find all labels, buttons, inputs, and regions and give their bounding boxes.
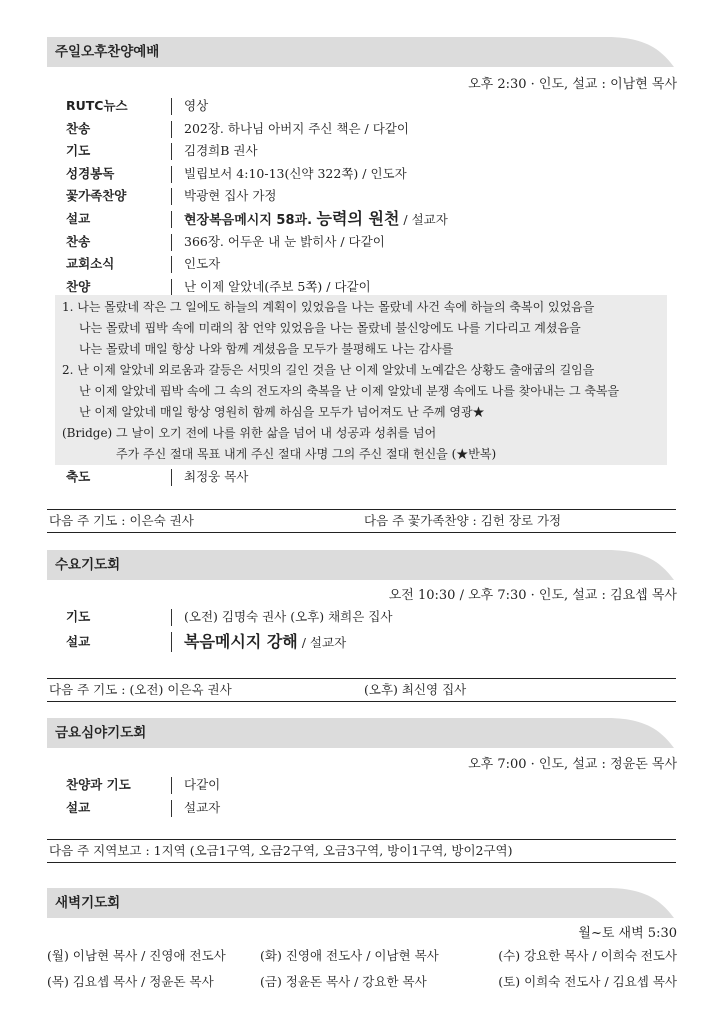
- row-value: (오전) 김명숙 권사 (오후) 채희은 집사: [184, 609, 393, 624]
- dawn-saturday: (토) 이희숙 전도사 / 김요셉 목사: [498, 974, 677, 989]
- dawn-title: 새벽기도회: [55, 895, 121, 911]
- row-value: [184, 629, 346, 656]
- next-prayer-morning: 다음 주 기도 : (오전) 이은옥 권사: [49, 682, 232, 697]
- dawn-thursday: (목) 김요셉 목사 / 정윤돈 목사: [47, 974, 214, 989]
- divider: [171, 98, 172, 115]
- row-value: 난 이제 알았네(주보 5쪽) / 다같이: [184, 278, 371, 294]
- sunday-next-week: [47, 509, 676, 533]
- row-label: 기도: [66, 143, 91, 159]
- dawn-monday: (월) 이남현 목사 / 진영애 전도사: [47, 948, 226, 963]
- divider: [171, 632, 172, 652]
- sunday-section-header: [47, 37, 674, 67]
- row-label: 설교: [66, 634, 91, 649]
- row-value: 202장. 하나님 아버지 주신 책은 / 다같이: [184, 120, 409, 136]
- divider: [171, 143, 172, 160]
- divider: [171, 800, 172, 817]
- lyrics-line: (Bridge) 그 날이 오기 전에 나를 위한 삶을 넘어 내 성공과 성취를 넘어: [62, 426, 437, 440]
- dawn-tuesday: (화) 진영애 전도사 / 이남현 목사: [260, 948, 439, 963]
- next-prayer-evening: (오후) 최신영 집사: [364, 682, 467, 697]
- dawn-section-header: [47, 888, 674, 918]
- next-region-report: 다음 주 지역보고 : 1지역 (오금1구역, 오금2구역, 오금3구역, 방이1구역, 방이2구역): [49, 843, 513, 858]
- friday-title: 금요심야기도회: [55, 725, 147, 741]
- row-label: 교회소식: [66, 256, 115, 272]
- friday-next-week: [47, 839, 676, 863]
- divider: [171, 121, 172, 138]
- lyrics-box: [55, 295, 667, 465]
- row-value: 영상: [184, 98, 209, 113]
- row-value: 다같이: [184, 777, 221, 792]
- row-value: 김경희B 권사: [184, 143, 258, 159]
- wednesday-title: 수요기도회: [55, 557, 121, 573]
- divider: [171, 234, 172, 251]
- row-label: RUTC뉴스: [66, 98, 128, 113]
- row-value: 박광현 집사 가정: [184, 188, 277, 204]
- friday-info: 오후 7:00 · 인도, 설교 : 정윤돈 목사: [468, 757, 677, 772]
- row-label: 찬송: [66, 233, 91, 249]
- dawn-friday: (금) 정윤돈 목사 / 강요한 목사: [260, 974, 427, 989]
- lyrics-line: 주가 주신 절대 목표 내게 주신 절대 사명 그의 주신 절대 헌신을 (★반복): [116, 447, 497, 461]
- row-label: 설교: [66, 210, 91, 226]
- row-label: 찬송: [66, 120, 91, 136]
- row-label: 찬양: [66, 278, 91, 294]
- sunday-info: 오후 2:30 · 인도, 설교 : 이남현 목사: [468, 77, 677, 92]
- divider: [171, 166, 172, 183]
- sunday-title: 주일오후찬양예배: [55, 44, 160, 60]
- sermon-title: 복음메시지 강해: [184, 632, 298, 651]
- divider: [171, 609, 172, 626]
- wednesday-section-header: [47, 550, 674, 580]
- next-family-praise: 다음 주 꽃가족찬양 : 김헌 장로 가정: [364, 513, 562, 528]
- next-prayer: 다음 주 기도 : 이은숙 권사: [49, 513, 194, 528]
- friday-section-header: [47, 718, 674, 748]
- wednesday-next-week: [47, 678, 676, 702]
- divider: [171, 256, 172, 273]
- row-label: 찬양과 기도: [66, 777, 131, 792]
- lyrics-line: 1. 나는 몰랐네 작은 그 일에도 하늘의 계획이 있었음을 나는 몰랐네 사건 속에 하늘의 축복이 있었음을: [62, 300, 595, 314]
- divider: [171, 279, 172, 296]
- row-value: 최정웅 목사: [184, 469, 249, 484]
- row-label: 꽃가족찬양: [66, 188, 127, 204]
- lyrics-line: 나는 몰랐네 핍박 속에 미래의 참 언약 있었음을 나는 몰랐네 불신앙에도 나를 기다리고 계셨음을: [79, 321, 581, 335]
- row-value: 인도자: [184, 256, 221, 272]
- sermon-preacher: / 설교자: [399, 211, 448, 227]
- wednesday-info: 오전 10:30 / 오후 7:30 · 인도, 설교 : 김요셉 목사: [388, 588, 677, 603]
- row-value: 366장. 어두운 내 눈 밝히사 / 다같이: [184, 233, 385, 249]
- sermon-preacher: / 설교자: [297, 635, 347, 650]
- lyrics-line: 나는 몰랐네 매일 항상 나와 함께 계셨음을 모두가 불평해도 나는 감사를: [79, 342, 454, 356]
- row-label: 성경봉독: [66, 165, 115, 181]
- section-header-bg: [47, 550, 674, 580]
- divider: [171, 469, 172, 486]
- divider: [171, 211, 172, 228]
- divider: [171, 777, 172, 794]
- row-label: 설교: [66, 799, 91, 815]
- sermon-title: 능력의 원천: [316, 208, 400, 228]
- row-value: 빌립보서 4:10-13(신약 322쪽) / 인도자: [184, 165, 407, 181]
- dawn-wednesday: (수) 강요한 목사 / 이희숙 전도사: [498, 948, 677, 963]
- section-header-bg: [47, 888, 674, 918]
- row-label: 기도: [66, 609, 91, 624]
- lyrics-line: 2. 난 이제 알았네 외로움과 갈등은 서밋의 길인 것을 난 이제 알았네 노예같은 상황도 출애굽의 길임을: [62, 363, 595, 377]
- sermon-series: 현장복음메시지 58과.: [184, 212, 317, 228]
- row-value: [184, 208, 448, 233]
- dawn-info: 월~토 새벽 5:30: [578, 926, 677, 941]
- row-label: 축도: [66, 469, 91, 484]
- row-value: 설교자: [184, 799, 221, 815]
- divider: [171, 188, 172, 205]
- lyrics-line: 난 이제 알았네 매일 항상 영원히 함께 하심을 모두가 넘어져도 난 주께 영광★: [79, 405, 485, 419]
- lyrics-line: 난 이제 알았네 핍박 속에 그 속의 전도자의 축복을 난 이제 알았네 분쟁 속에도 나를 찾아내는 그 축복을: [79, 384, 620, 398]
